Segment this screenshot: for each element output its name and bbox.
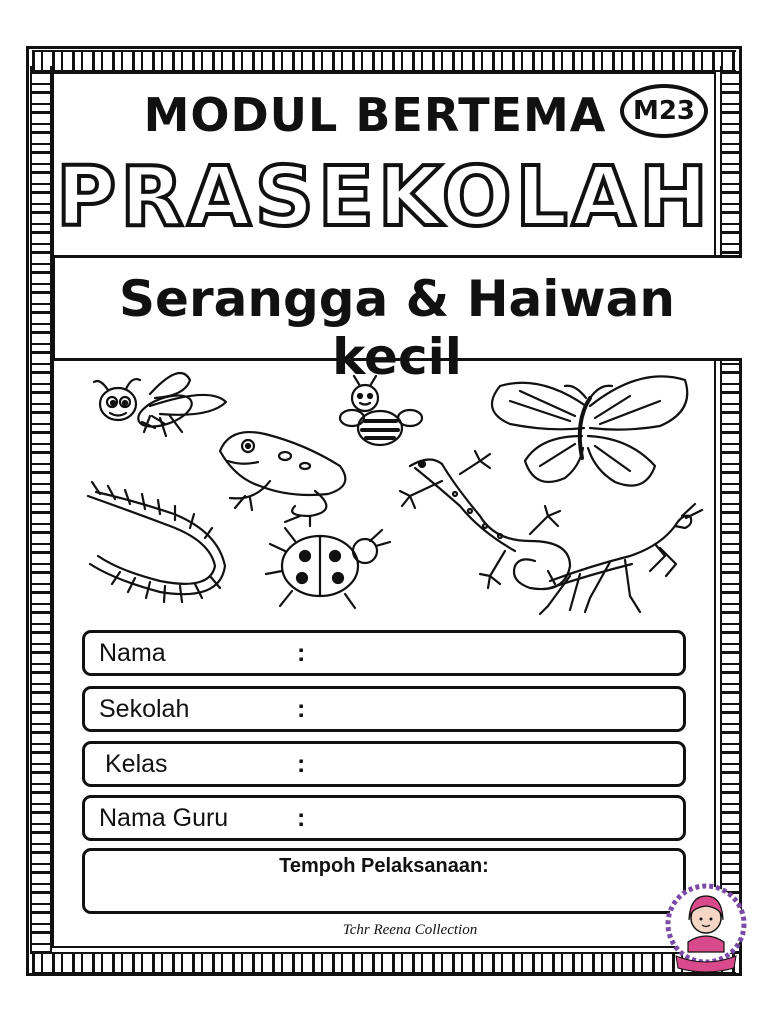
border-pattern-left (30, 66, 52, 954)
name-label: Nama (99, 639, 166, 667)
ladybug-icon (266, 528, 390, 608)
teacher-name-label: Nama Guru (99, 804, 229, 832)
teacher-name-field[interactable] (82, 795, 686, 841)
border-pattern-bottom (32, 952, 736, 974)
level-title: PRASEKOLAH (56, 150, 712, 245)
border-pattern-right (720, 66, 742, 954)
name-field[interactable] (82, 630, 686, 676)
school-field[interactable] (82, 686, 686, 732)
frog-icon (220, 432, 345, 526)
bee-cartoon-icon (94, 373, 226, 436)
centipede-icon (88, 482, 225, 602)
module-code-badge: M23 (620, 84, 708, 138)
class-label: Kelas (105, 750, 168, 778)
gecko-icon (400, 451, 570, 589)
border-pattern-top (32, 50, 736, 72)
theme-title: Serangga & Haiwan kecil (119, 270, 675, 386)
class-colon: : (297, 750, 306, 778)
butterfly-icon (492, 376, 687, 485)
class-field[interactable] (82, 741, 686, 787)
implementation-period-field[interactable] (82, 848, 686, 914)
credit-text: Tchr Reena Collection (342, 922, 478, 938)
praying-mantis-icon (540, 504, 702, 614)
insects-illustration (70, 366, 706, 624)
implementation-period-label: Tempoh Pelaksanaan: (279, 855, 489, 877)
module-title: MODUL BERTEMA (143, 88, 607, 142)
teacher-name-colon: : (297, 804, 306, 832)
reena-logo-icon (664, 882, 748, 974)
school-colon: : (297, 695, 306, 723)
bee-small-icon (340, 376, 422, 445)
name-colon: : (297, 639, 306, 667)
school-label: Sekolah (99, 695, 190, 723)
